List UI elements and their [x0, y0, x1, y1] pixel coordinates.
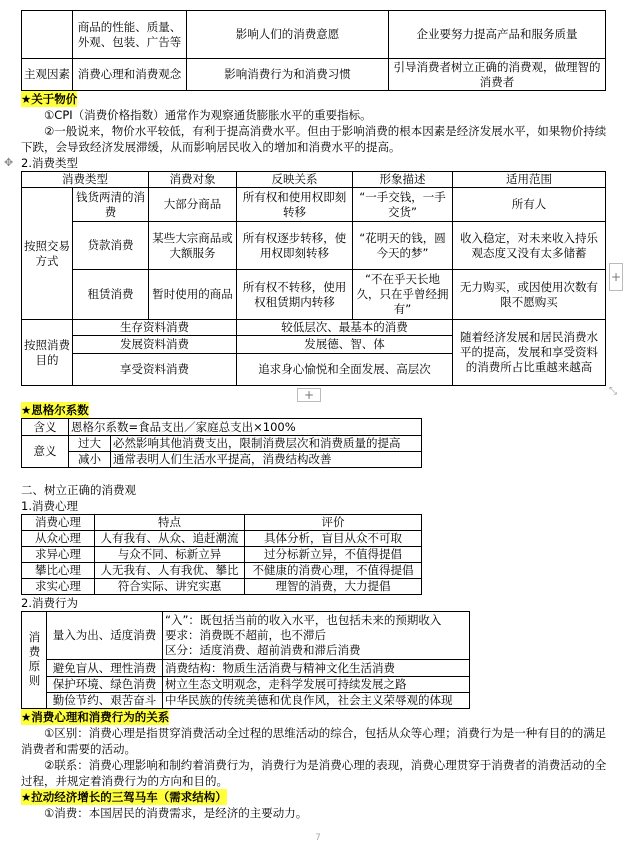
cell: 消费心理和消费观念: [73, 59, 187, 91]
cell: 无力购买，或因使用次数有限不愿购买: [453, 270, 606, 320]
header-cell: 消费类型: [22, 172, 149, 188]
group-cell: 按照交易方式: [22, 188, 73, 320]
cell: 意义: [22, 436, 69, 468]
cell: 理智的消费，大力提倡: [245, 579, 422, 595]
cell: 发展德、智、体: [237, 336, 453, 354]
header-cell: 消费心理: [22, 515, 95, 531]
cell: 与众不同、标新立异: [95, 547, 245, 563]
carriage-paragraph-1: ①消费：本国居民的消费需求，是经济的主要动力。: [44, 806, 308, 820]
group-cell: 消费原则: [22, 612, 47, 709]
consumption-types-wrapper: [21, 171, 622, 402]
cell: 企业要努力提高产品和服务质量: [389, 11, 606, 59]
psych-title: 1.消费心理: [21, 499, 78, 513]
cell: 收入稳定，对未来收入持乐观态度又没有太多储蓄: [453, 222, 606, 270]
cell: 钱货两清的消费: [73, 188, 149, 222]
resize-handle-icon[interactable]: ⤡: [609, 386, 617, 397]
cell: 生存资料消费: [73, 320, 237, 336]
page-number: 7: [315, 833, 321, 843]
group-cell: 按照消费目的: [22, 320, 73, 386]
cell-line: 区分：适度消费、超前消费和滞后消费: [165, 643, 361, 657]
cell: 所有权不转移，使用权租赁期内转移: [237, 270, 353, 320]
add-row-button[interactable]: +: [297, 388, 321, 402]
cell: 较低层次、最基本的消费: [237, 320, 453, 336]
cell: 人有我有、从众、追赶潮流: [95, 531, 245, 547]
move-handle-icon[interactable]: ✥: [4, 156, 14, 169]
consumption-types-title-row: [4, 155, 615, 171]
engel-heading: ★恩格尔系数: [21, 403, 89, 417]
cell: 保护环境、绿色消费: [47, 677, 163, 693]
carriage-heading: ★拉动经济增长的三驾马车（需求结构）: [21, 790, 227, 804]
header-cell: 特点: [95, 515, 245, 531]
header-cell: 评价: [245, 515, 422, 531]
behavior-table: [21, 611, 470, 709]
cell: 租赁消费: [73, 270, 149, 320]
cell: 所有权和使用权即刻转移: [237, 188, 353, 222]
section-title: 二、树立正确的消费观: [21, 483, 136, 497]
cell: 求异心理: [22, 547, 95, 563]
behavior-title: 2.消费行为: [21, 596, 78, 610]
psych-table: [21, 514, 422, 595]
price-paragraph-1: ①CPI（消费价格指数）通常作为观察通货膨胀水平的重要指标。: [44, 108, 372, 122]
cell: 主观因素: [22, 59, 73, 91]
cell: 通常表明人们生活水平提高，消费结构改善: [111, 452, 422, 468]
cell: 发展资料消费: [73, 336, 237, 354]
header-cell: 形象描述: [353, 172, 453, 188]
cell: 大部分商品: [149, 188, 237, 222]
cell: 树立生态文明观念，走科学发展可持续发展之路: [163, 677, 470, 693]
cell: 影响人们的消费意愿: [187, 11, 389, 59]
cell: 过大: [69, 436, 111, 452]
consumption-types-table: [21, 171, 606, 386]
cell: 不健康的消费心理，不值得提倡: [245, 563, 422, 579]
consumption-types-title: 2.消费类型: [21, 156, 78, 170]
cell: 恩格尔系数=食品支出／家庭总支出×100%: [69, 419, 422, 436]
factor-table: [21, 10, 606, 91]
cell: 攀比心理: [22, 563, 95, 579]
relation-paragraph-1: ①区别：消费心理是指贯穿消费活动全过程的思维活动的综合，包括从众等心理；消费行为是一种有目的的满足消费者和需要的活动。: [21, 726, 607, 756]
cell: 追求身心愉悦和全面发展、高层次: [237, 354, 453, 386]
cell: 暂时使用的商品: [149, 270, 237, 320]
cell: 勤俭节约、艰苦奋斗: [47, 693, 163, 709]
cell-line: 要求：消费既不超前，也不滞后: [165, 628, 326, 642]
cell: 某些大宗商品或大额服务: [149, 222, 237, 270]
header-cell: 适用范围: [453, 172, 606, 188]
header-cell: 消费对象: [149, 172, 237, 188]
relation-paragraph-2: ②联系：消费心理影响和制约着消费行为，消费行为是消费心理的表现，消费心理贯穿于消费者的消费活动的全过程，并规定着消费行为的方向和目的。: [21, 758, 607, 788]
cell: 必然影响其他消费支出，限制消费层次和消费质量的提高: [111, 436, 422, 452]
cell: 从众心理: [22, 531, 95, 547]
cell: “不在乎天长地久，只在乎曾经拥有”: [353, 270, 453, 320]
cell: 所有权逐步转移，使用权即刻转移: [237, 222, 353, 270]
cell: “花明天的钱，圆今天的梦”: [353, 222, 453, 270]
cell-line: “入”：既包括当前的收入水平，也包括未来的预期收入: [165, 613, 442, 627]
cell: [22, 11, 73, 59]
cell: 减小: [69, 452, 111, 468]
cell: 贷款消费: [73, 222, 149, 270]
relation-heading: ★消费心理和消费行为的关系: [21, 710, 170, 724]
cell: 随着经济发展和居民消费水平的提高，发展和享受资料的消费所占比重越来越高: [453, 320, 606, 386]
cell: 避免盲从、理性消费: [47, 660, 163, 677]
cell: 具体分析，盲目从众不可取: [245, 531, 422, 547]
cell: [163, 612, 470, 660]
cell: 所有人: [453, 188, 606, 222]
cell: 求实心理: [22, 579, 95, 595]
header-cell: 反映关系: [237, 172, 353, 188]
cell: 引导消费者树立正确的消费观，做理智的消费者: [389, 59, 606, 91]
cell: 中华民族的传统美德和优良作风，社会主义荣辱观的体现: [163, 693, 470, 709]
cell: 消费结构：物质生活消费与精神文化生活消费: [163, 660, 470, 677]
cell: 过分标新立异，不值得提倡: [245, 547, 422, 563]
price-heading: ★关于物价: [21, 92, 78, 106]
cell: 含义: [22, 419, 69, 436]
cell: 符合实际、讲究实惠: [95, 579, 245, 595]
price-paragraph-2: ②一般说来，物价水平较低，有利于提高消费水平。但由于影响消费的根本因素是经济发展水平，如果物价持续下跌，会导致经济发展滞缓，从而影响居民收入的增加和消费水平的提高。: [21, 124, 607, 154]
cell: “一手交钱，一手交货”: [353, 188, 453, 222]
cell: 人无我有、人有我优、攀比: [95, 563, 245, 579]
add-column-button[interactable]: +: [609, 263, 623, 291]
cell: 商品的性能、质量、外观、包装、广告等: [73, 11, 187, 59]
engel-table: [21, 418, 422, 468]
cell: 影响消费行为和消费习惯: [187, 59, 389, 91]
cell: 量入为出、适度消费: [47, 612, 163, 660]
table-controls: [21, 386, 615, 402]
cell: 享受资料消费: [73, 354, 237, 386]
